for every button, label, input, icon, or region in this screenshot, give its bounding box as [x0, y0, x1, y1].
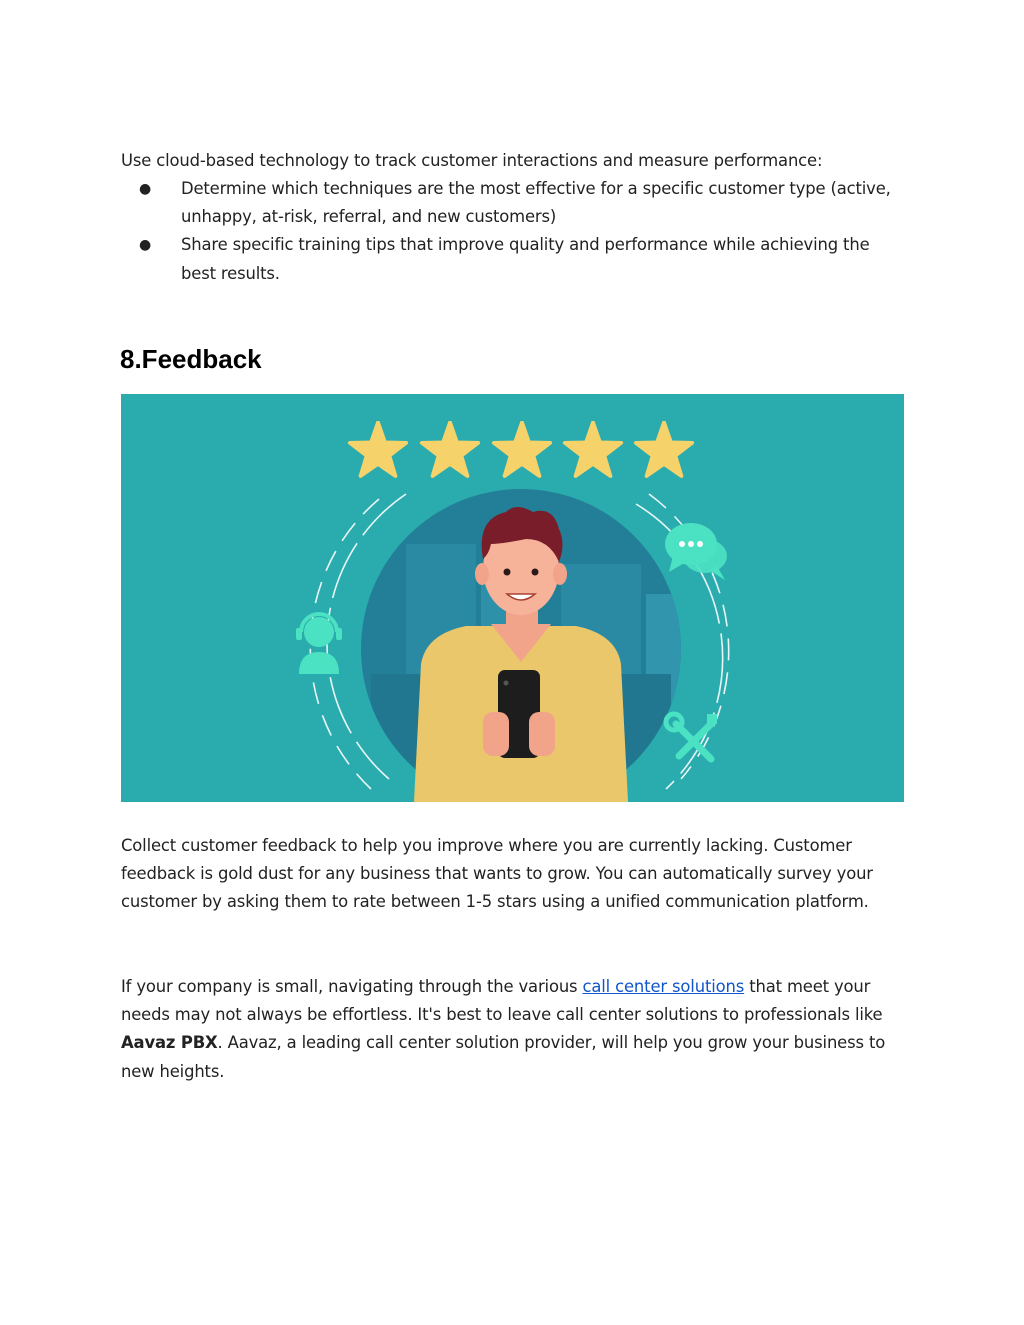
list-item — [121, 175, 906, 231]
bullet-icon: ● — [139, 181, 152, 197]
solutions-paragraph — [121, 973, 906, 1086]
feedback-paragraph: Collect customer feedback to help you improve where you are currently lacking. Customer feedback is gold dust for any business that wants to grow. You can automatically survey your customer by asking them to rate between 1-5 stars using a unified communication platform. — [121, 836, 873, 912]
intro-text: Use cloud-based technology to track customer interactions and measure performance: — [121, 151, 823, 170]
list-item-text: Determine which techniques are the most effective for a specific customer type (active, unhappy, at-risk, referral, and new customers) — [181, 179, 891, 227]
paragraph-text: . Aavaz, a leading call center solution provider, will help you grow your business to new heights. — [121, 1033, 886, 1081]
call-center-solutions-link[interactable]: call center solutions — [582, 977, 745, 996]
section-heading: 8.Feedback — [120, 344, 262, 374]
bullet-list — [121, 175, 906, 288]
paragraph-text: If your company is small, navigating through the various — [121, 977, 583, 996]
feedback-illustration — [121, 394, 904, 802]
list-item — [121, 231, 906, 287]
paragraph-text: that meet your needs may not always be effortless. It's best to leave call center solutions to professionals like — [121, 977, 883, 1025]
bullet-icon: ● — [139, 237, 152, 254]
brand-name: Aavaz PBX — [121, 1033, 218, 1053]
list-item-text: Share specific training tips that improve quality and performance while achieving the best results. — [181, 235, 870, 283]
